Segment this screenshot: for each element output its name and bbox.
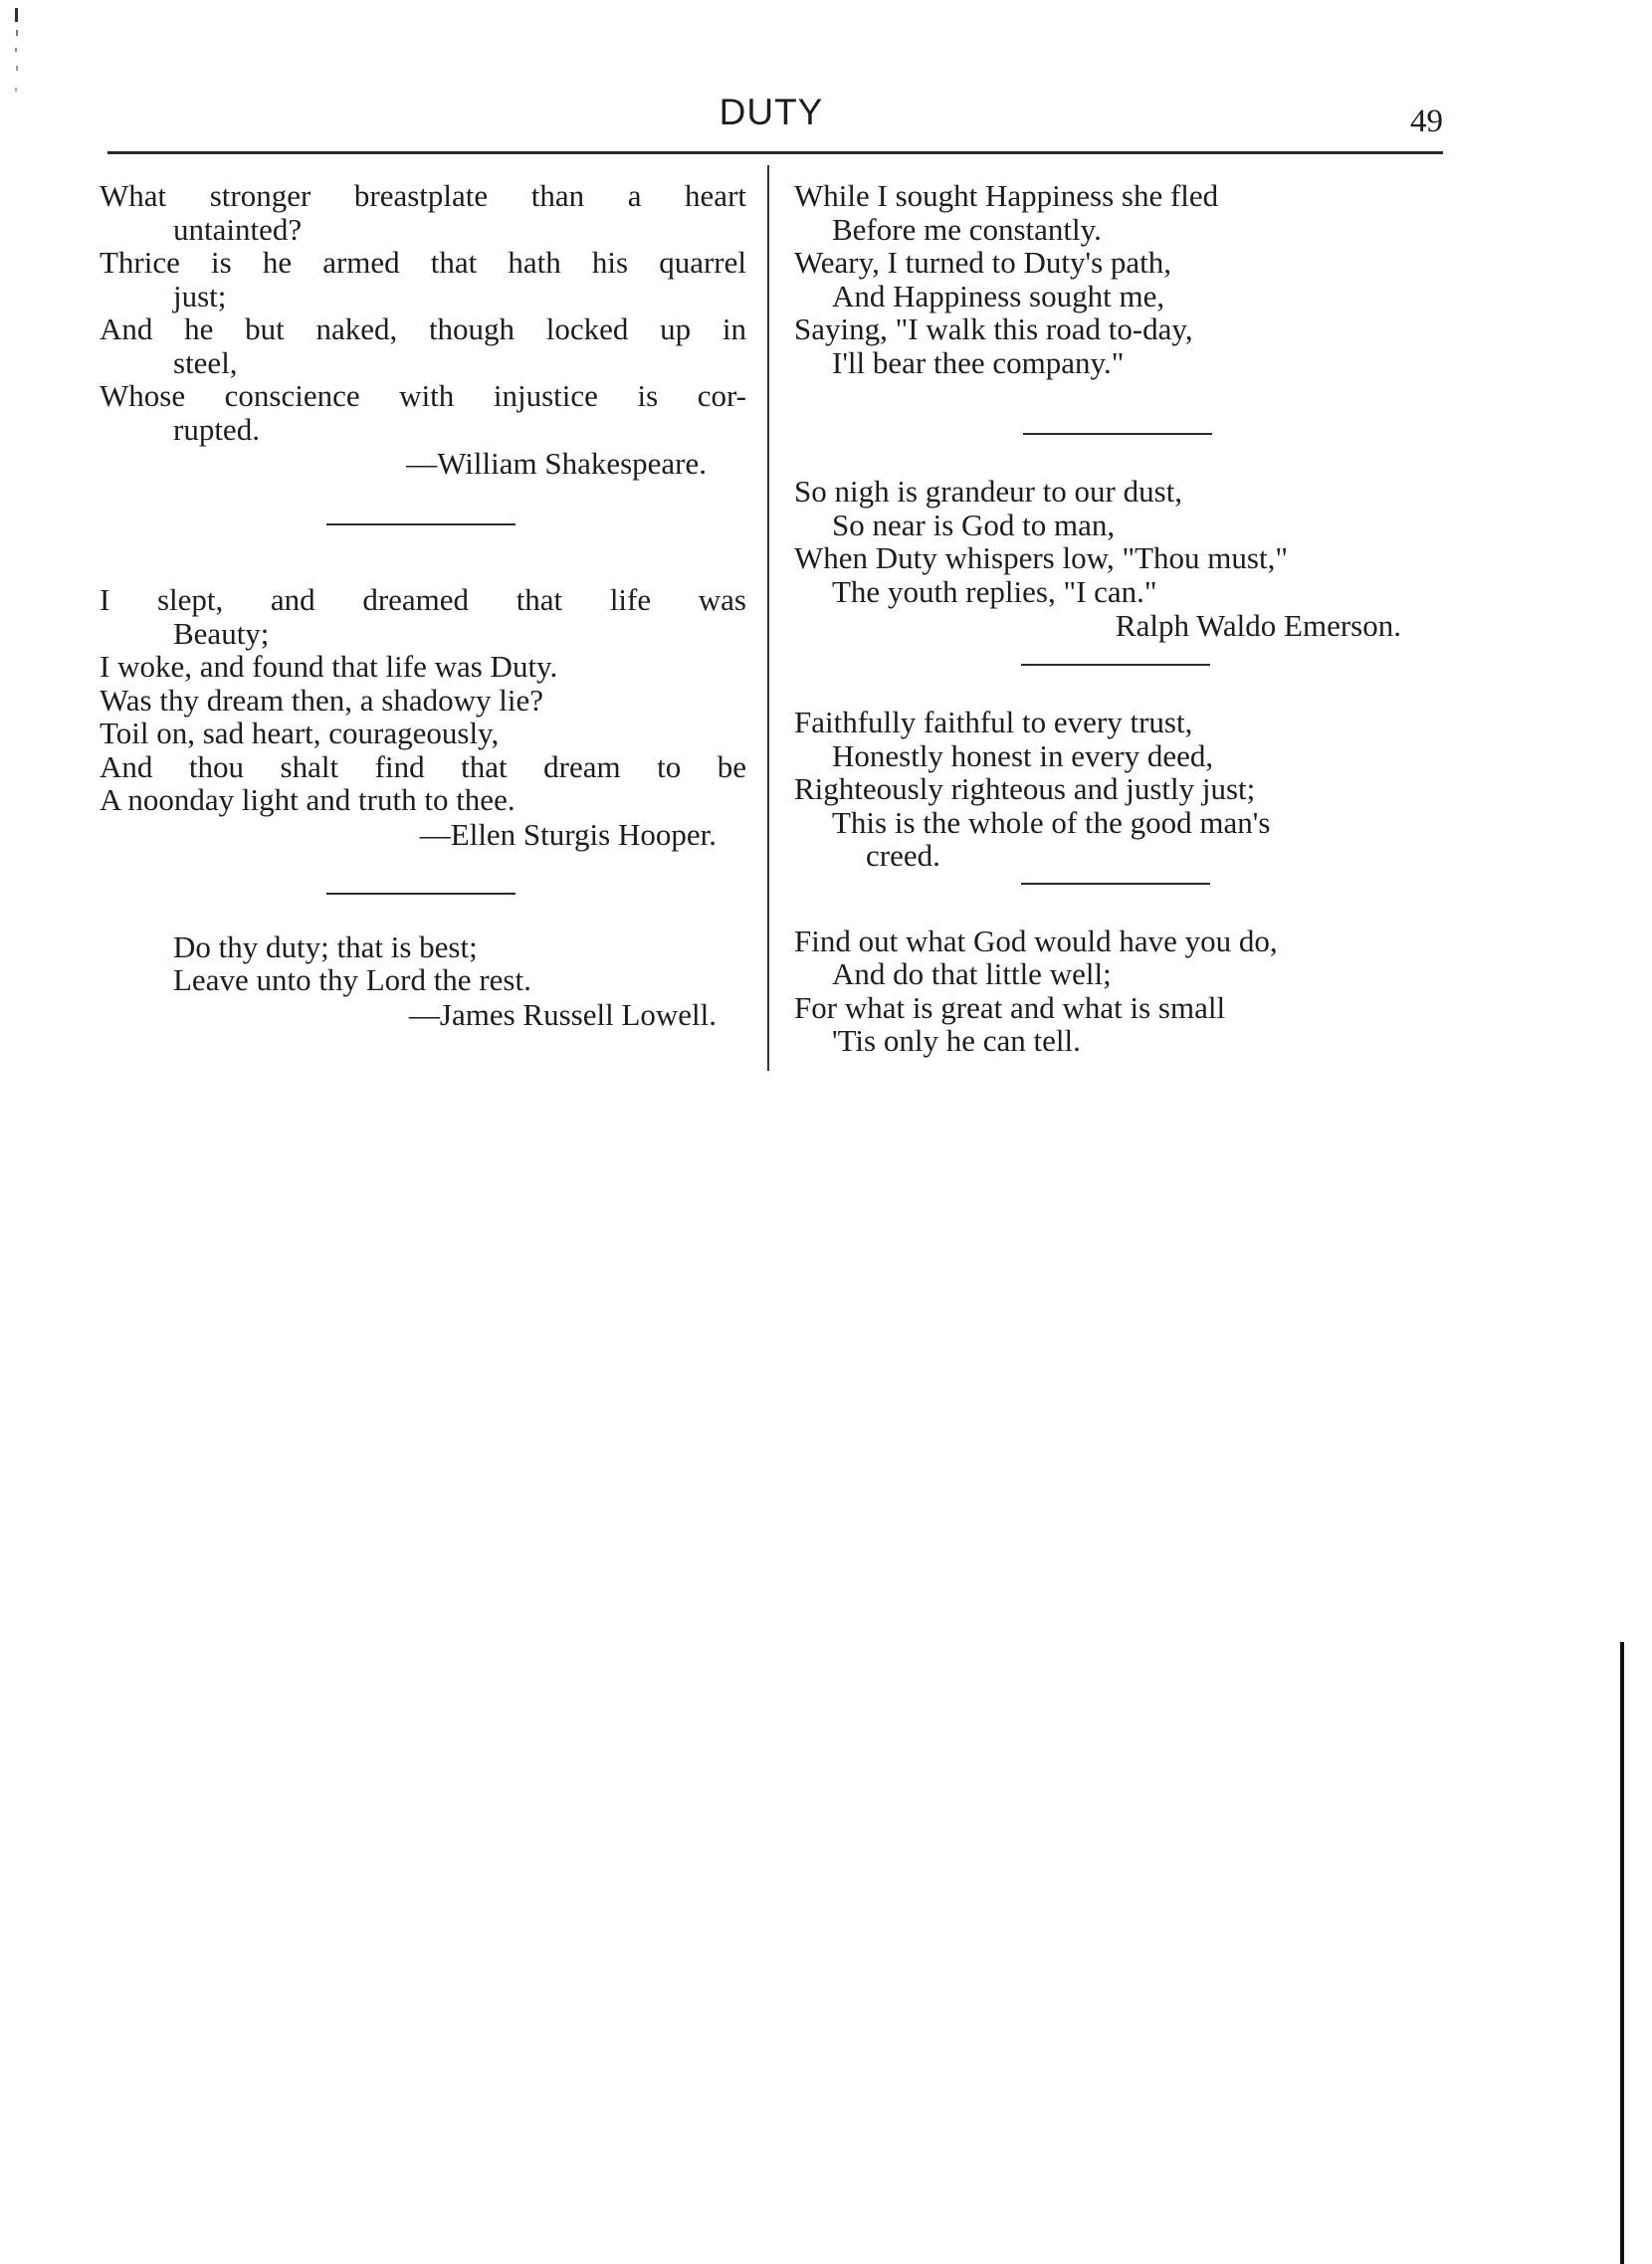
poem-line: Righteously righteous and justly just; bbox=[794, 771, 1256, 806]
poem-line: So near is God to man, bbox=[832, 507, 1116, 542]
section-divider bbox=[1021, 883, 1210, 885]
poem-line: The youth replies, "I can." bbox=[832, 573, 1157, 609]
poem-line: Saying, "I walk this road to-day, bbox=[794, 311, 1193, 346]
poem-line: untainted? bbox=[173, 211, 303, 247]
poem-line: Was thy dream then, a shadowy lie? bbox=[100, 682, 544, 718]
poem-line: While I sought Happiness she fled bbox=[794, 178, 1219, 213]
poem-line: For what is great and what is small bbox=[794, 989, 1226, 1025]
binding-mark bbox=[14, 8, 20, 107]
poem-line: Faithfully faithful to every trust, bbox=[794, 705, 1193, 739]
poem-line: rupted. bbox=[173, 411, 260, 447]
poem-find-out bbox=[794, 925, 1451, 1058]
poem-line: Before me constantly. bbox=[832, 211, 1102, 247]
column-divider bbox=[767, 165, 769, 1071]
poem-line: Do thy duty; that is best; bbox=[173, 928, 478, 964]
poem-line: A noonday light and truth to thee. bbox=[100, 782, 516, 817]
poem-line: 'Tis only he can tell. bbox=[832, 1023, 1081, 1058]
section-divider bbox=[1021, 664, 1210, 666]
poem-hooper bbox=[100, 583, 746, 853]
page-title: DUTY bbox=[719, 92, 824, 132]
section-divider bbox=[326, 523, 516, 525]
poem-line: And thou shalt find that dream to be bbox=[100, 748, 746, 784]
poem-line: Weary, I turned to Duty's path, bbox=[794, 245, 1172, 280]
poem-line: Honestly honest in every deed, bbox=[832, 737, 1214, 773]
poem-line: What stronger breastplate than a heart bbox=[100, 178, 746, 213]
poem-line: Toil on, sad heart, courageously, bbox=[100, 716, 500, 750]
poem-line: I woke, and found that life was Duty. bbox=[100, 649, 558, 684]
right-column bbox=[794, 179, 1451, 1058]
poem-attribution: —William Shakespeare. bbox=[406, 446, 707, 481]
poem-line: just; bbox=[173, 278, 227, 313]
left-column bbox=[100, 179, 746, 1033]
poem-line: When Duty whispers low, "Thou must," bbox=[794, 540, 1288, 575]
poem-line: Beauty; bbox=[173, 615, 270, 651]
poem-line: And he but naked, though locked up in bbox=[100, 311, 746, 346]
section-divider bbox=[1023, 433, 1212, 435]
poem-emerson bbox=[794, 475, 1451, 644]
poem-line: And Happiness sought me, bbox=[832, 278, 1165, 313]
poem-lowell bbox=[100, 930, 746, 1033]
section-divider bbox=[326, 893, 516, 895]
poem-shakespeare bbox=[100, 179, 746, 482]
poem-line: Leave unto thy Lord the rest. bbox=[173, 962, 531, 997]
poem-faithful bbox=[794, 706, 1451, 873]
poem-line: This is the whole of the good man's bbox=[832, 804, 1271, 840]
running-header bbox=[100, 92, 1443, 141]
poem-happiness bbox=[794, 179, 1451, 379]
poem-attribution: Ralph Waldo Emerson. bbox=[1115, 608, 1401, 643]
page-edge-line bbox=[1620, 1642, 1624, 2264]
poem-attribution: —James Russell Lowell. bbox=[408, 996, 717, 1032]
poem-line: creed. bbox=[866, 838, 940, 873]
poem-line: steel, bbox=[173, 344, 238, 380]
poem-line: And do that little well; bbox=[832, 956, 1112, 991]
header-rule bbox=[107, 151, 1443, 154]
page-number: 49 bbox=[1410, 103, 1443, 139]
poem-line: Thrice is he armed that hath his quarrel bbox=[100, 245, 746, 280]
poem-line: Find out what God would have you do, bbox=[794, 923, 1278, 958]
poem-attribution: —Ellen Sturgis Hooper. bbox=[419, 816, 717, 852]
poem-line: Whose conscience with injustice is cor- bbox=[100, 378, 746, 413]
poem-line: I'll bear thee company." bbox=[832, 344, 1125, 380]
poem-line: So nigh is grandeur to our dust, bbox=[794, 474, 1183, 509]
poem-line: I slept, and dreamed that life was bbox=[100, 582, 746, 617]
